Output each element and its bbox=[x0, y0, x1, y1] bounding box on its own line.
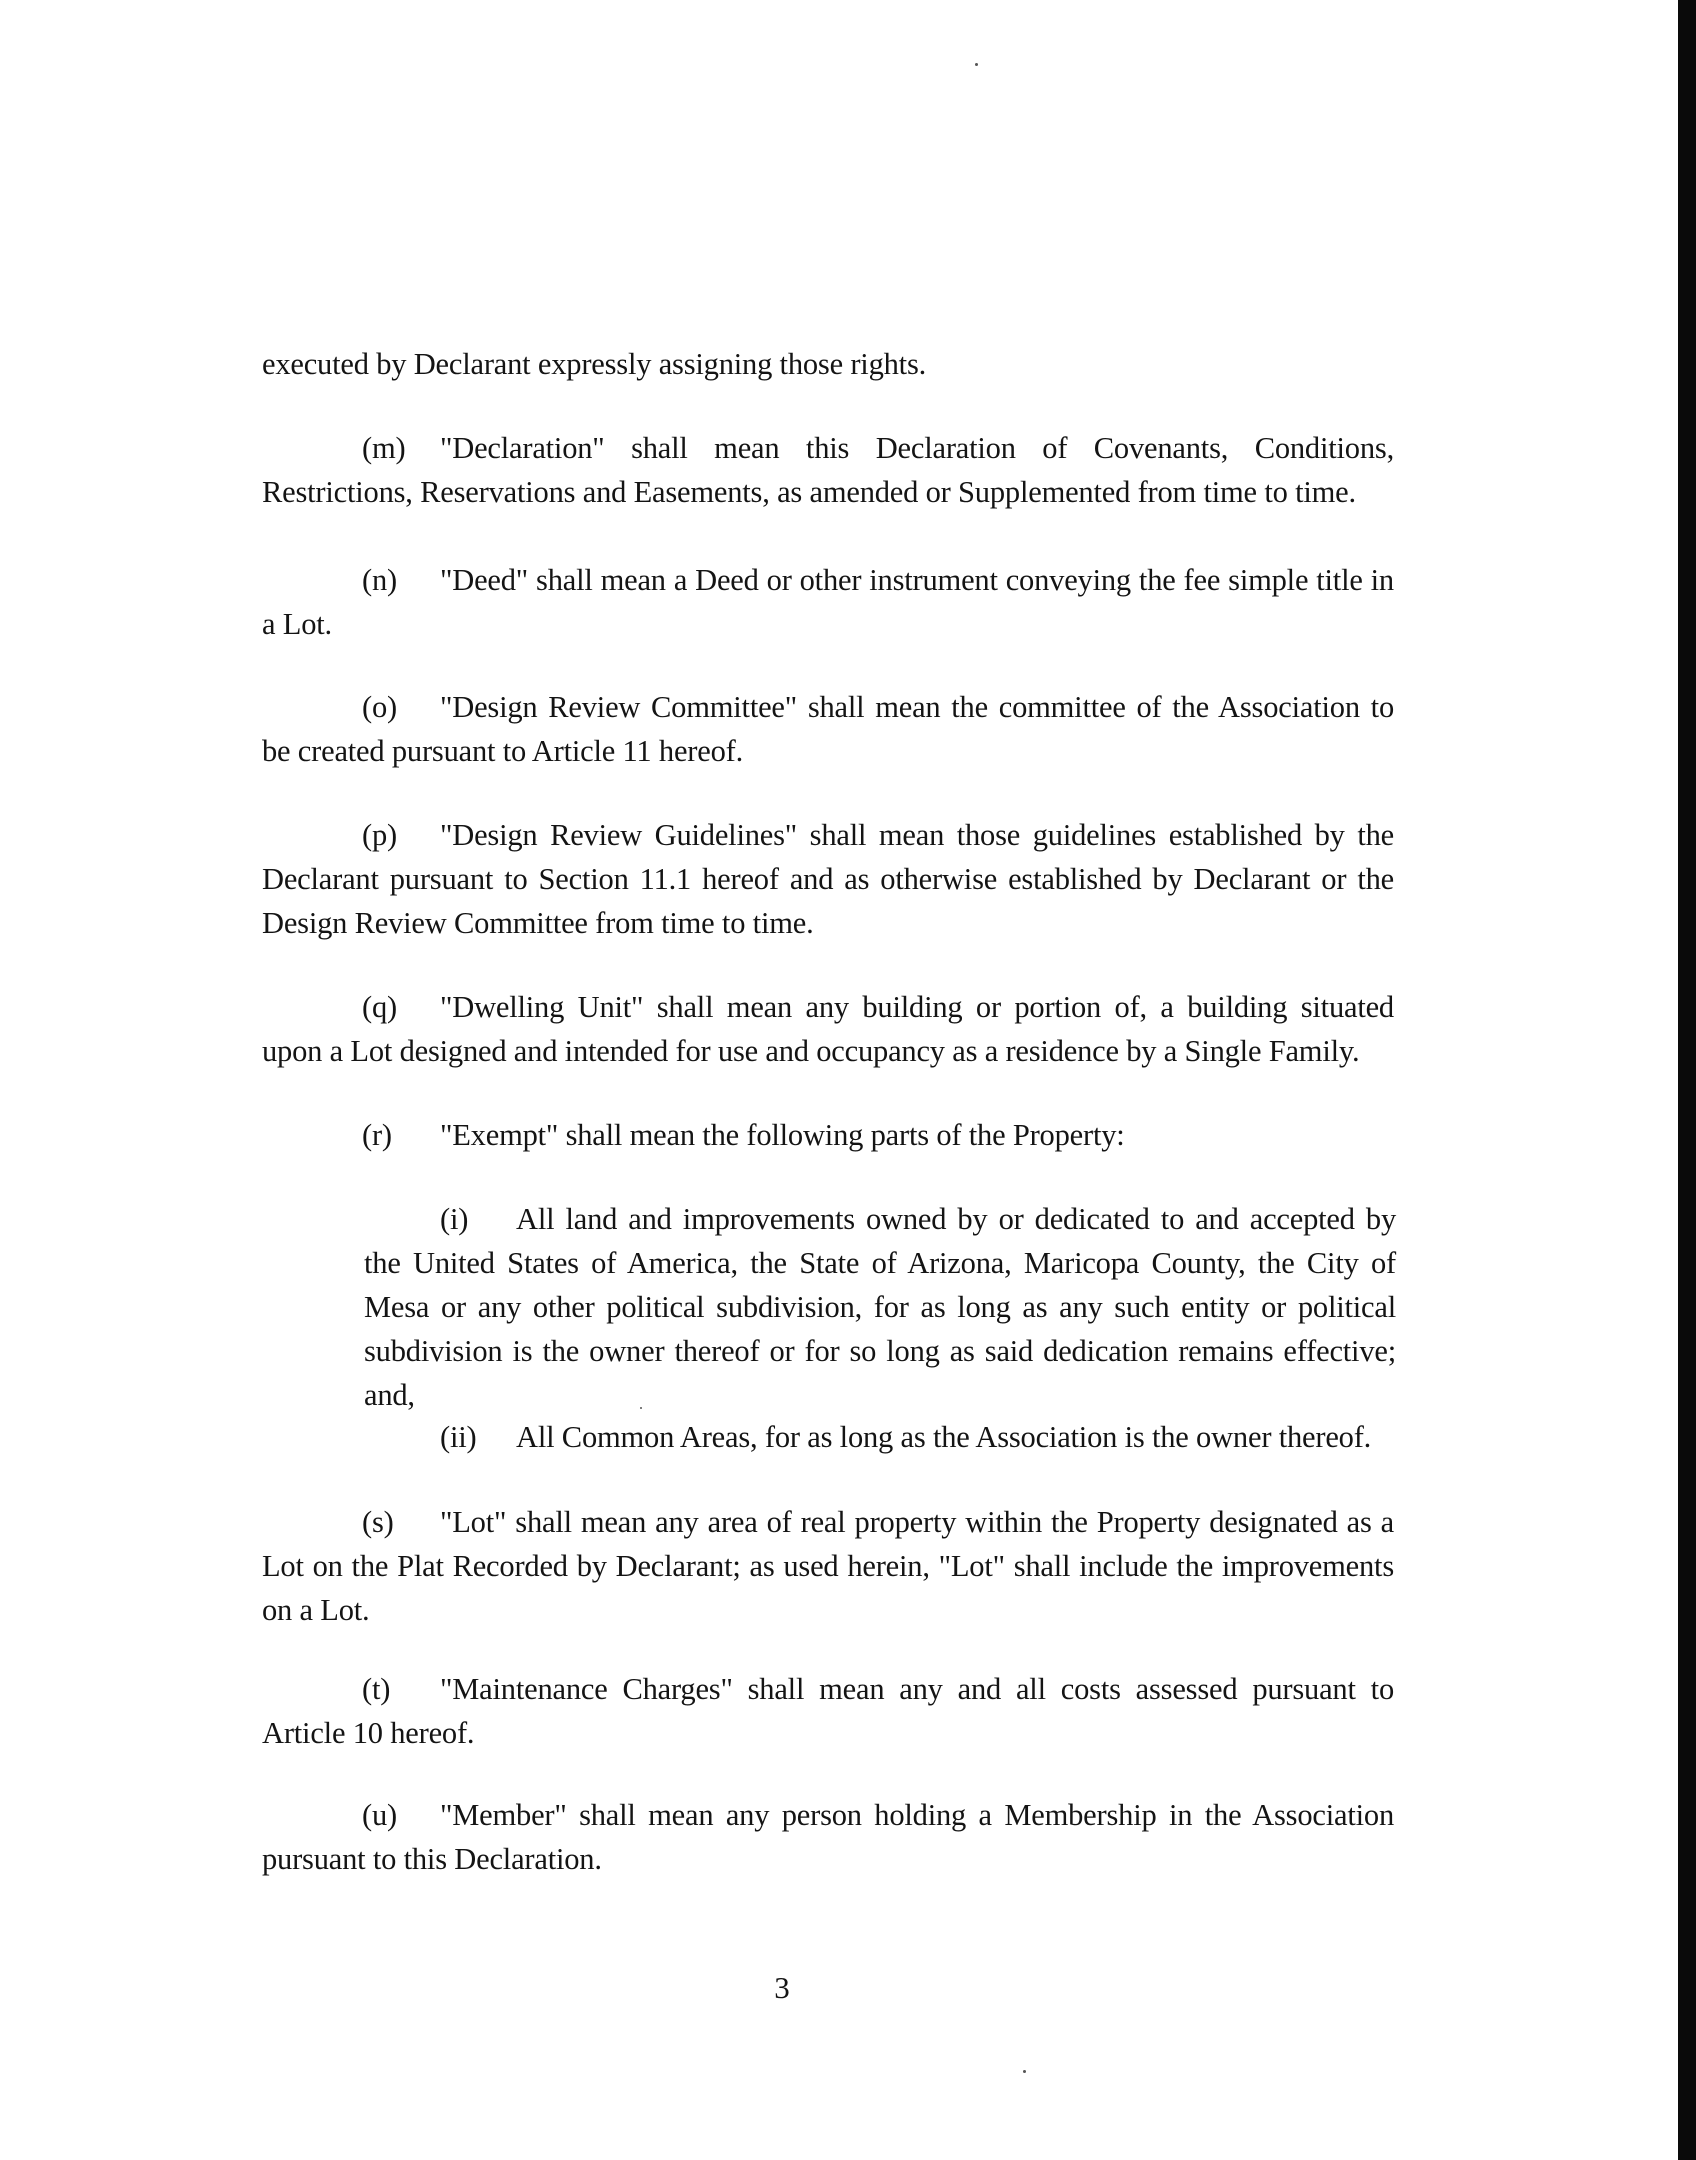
definition-label: (m) bbox=[362, 431, 406, 465]
definition-text: "Design Review Committee" shall mean the committee of the Association to be created pursuant to Article 11 hereof. bbox=[262, 690, 1394, 768]
definition-text: "Member" shall mean any person holding a Membership in the Association pursuant to this Declaration. bbox=[262, 1798, 1394, 1876]
definition-design-review-guidelines bbox=[262, 813, 1394, 945]
definition-label: (s) bbox=[362, 1505, 394, 1539]
definition-label: (o) bbox=[362, 690, 397, 724]
definition-text: "Dwelling Unit" shall mean any building or portion of, a building situated upon a Lot designed and intended for use and occupancy as a residence by a Single Family. bbox=[262, 990, 1394, 1068]
definition-label: (n) bbox=[362, 563, 397, 597]
definition-text: "Maintenance Charges" shall mean any and all costs assessed pursuant to Article 10 hereof. bbox=[262, 1672, 1394, 1750]
exempt-item-common-areas bbox=[364, 1415, 1396, 1459]
definition-text: "Deed" shall mean a Deed or other instrument conveying the fee simple title in a Lot. bbox=[262, 563, 1394, 641]
definition-deed bbox=[262, 558, 1394, 646]
definition-label: (t) bbox=[362, 1672, 391, 1706]
definition-maintenance-charges bbox=[262, 1667, 1394, 1755]
continuation-text: executed by Declarant expressly assigning those rights. bbox=[262, 347, 927, 381]
definition-label: (q) bbox=[362, 990, 397, 1024]
exempt-item-text: All Common Areas, for as long as the Association is the owner thereof. bbox=[516, 1420, 1372, 1454]
definition-text: "Exempt" shall mean the following parts of the Property: bbox=[440, 1118, 1125, 1152]
definition-declaration bbox=[262, 426, 1394, 514]
exempt-item-label: (i) bbox=[440, 1202, 469, 1236]
exempt-item-text: All land and improvements owned by or dedicated to and accepted by the United States of America, the State of Arizona, Maricopa County, the City of Mesa or any other political subdivision, for as long as any such entity or political subdivision is the owner thereof or for so long as said dedication remains effective; and, bbox=[364, 1202, 1396, 1412]
definition-label: (r) bbox=[362, 1118, 392, 1152]
definition-text: "Lot" shall mean any area of real property within the Property designated as a Lot on the Plat Recorded by Declarant; as used herein, "Lot" shall include the improvements on a Lot. bbox=[262, 1505, 1394, 1627]
definition-member bbox=[262, 1793, 1394, 1881]
scan-speck bbox=[1023, 2070, 1026, 2073]
definition-dwelling-unit bbox=[262, 985, 1394, 1073]
definition-design-review-committee bbox=[262, 685, 1394, 773]
scan-edge-shadow bbox=[1678, 0, 1696, 2160]
page-number: 3 bbox=[774, 1970, 790, 2005]
scan-speck bbox=[975, 63, 978, 66]
exempt-item-public-land bbox=[364, 1197, 1396, 1417]
definition-text: "Declaration" shall mean this Declaration of Covenants, Conditions, Restrictions, Reservations and Easements, as amended or Supplemented from time to time. bbox=[262, 431, 1394, 509]
definition-label: (u) bbox=[362, 1798, 397, 1832]
definition-text: "Design Review Guidelines" shall mean those guidelines established by the Declarant pursuant to Section 11.1 hereof and as otherwise established by Declarant or the Design Review Committee from time to time. bbox=[262, 818, 1394, 940]
definition-exempt bbox=[262, 1113, 1394, 1157]
exempt-item-label: (ii) bbox=[440, 1420, 477, 1454]
definition-lot bbox=[262, 1500, 1394, 1632]
definition-label: (p) bbox=[362, 818, 397, 852]
